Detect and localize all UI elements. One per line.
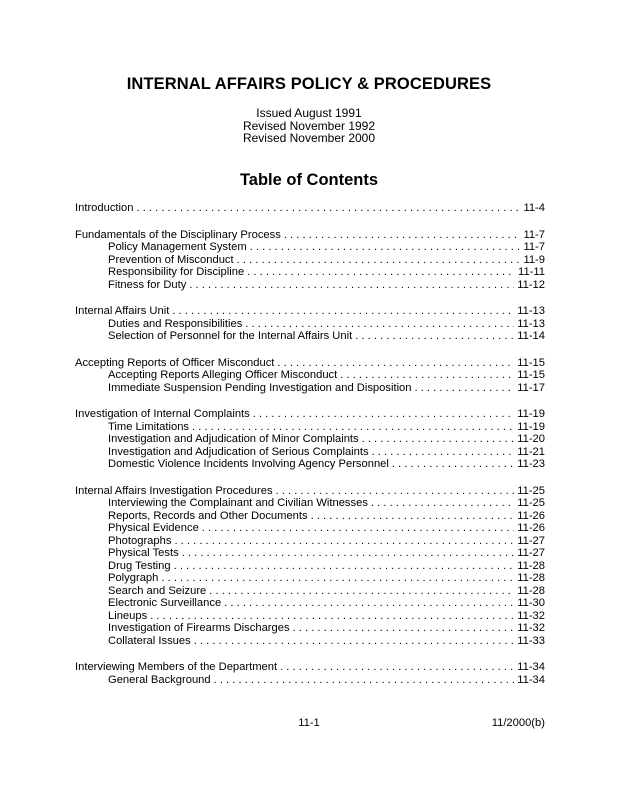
dot-leader [150,610,514,623]
toc-entry-page: 11-26 [517,509,545,522]
toc-subentry [75,635,545,648]
table-of-contents [75,202,545,700]
issue-dates [0,107,618,145]
toc-entry-label: Investigation and Adjudication of Serious Complaints [108,445,369,458]
toc-entry-page: 11-11 [518,266,545,278]
toc-entry-page: 11-30 [517,597,545,609]
toc-subentry [75,535,545,548]
toc-entry-label: Prevention of Misconduct [108,253,234,266]
dot-leader [253,408,514,421]
toc-entry-label: Internal Affairs Unit [75,305,170,317]
toc-subentry [75,241,545,254]
toc-entry-label: Fitness for Duty [108,278,187,291]
revised-date-2000: Revised November 2000 [242,131,376,146]
toc-section [75,202,545,215]
toc-subentry [75,458,545,471]
dot-leader [392,458,514,471]
toc-entry-label: Photographs [108,534,172,547]
toc-entry-page: 11-19 [517,420,545,433]
toc-entry-label: Investigation of Internal Complaints [75,408,250,420]
toc-heading: Table of Contents [239,171,379,189]
toc-entry-page: 11-23 [517,458,545,470]
toc-subentry [75,254,545,267]
toc-subentry [75,547,545,560]
toc-entry-label: Immediate Suspension Pending Investigation and Disposition [108,381,412,394]
toc-entry-page: 11-4 [523,202,545,214]
toc-section [75,661,545,686]
toc-entry-page: 11-26 [517,522,545,534]
dot-leader [161,572,514,585]
toc-section [75,408,545,471]
dot-leader [214,674,515,687]
dot-leader [209,585,514,598]
toc-entry [75,357,545,370]
toc-entry-page: 11-19 [517,408,545,420]
toc-entry [75,661,545,674]
toc-subentry [75,622,545,635]
toc-entry-label: Physical Tests [108,547,179,559]
toc-entry-page: 11-27 [517,547,545,559]
toc-entry-page: 11-34 [517,661,545,673]
dot-leader [284,229,521,242]
dot-leader [192,421,514,434]
toc-subentry [75,382,545,395]
toc-entry-page: 11-15 [517,356,545,369]
toc-entry-label: Internal Affairs Investigation Procedures [75,484,273,497]
toc-entry-label: Reports, Records and Other Documents [108,509,308,522]
dot-leader [247,266,515,279]
dot-leader [182,547,515,560]
dot-leader [194,635,515,648]
dot-leader [250,241,521,254]
toc-entry-label: Selection of Personnel for the Internal Affairs Unit [108,330,353,342]
dot-leader [224,597,514,610]
toc-entry-page: 11-34 [517,673,545,686]
toc-entry-label: General Background [108,673,211,686]
toc-subentry [75,560,545,573]
dot-leader [276,485,515,498]
toc-section [75,357,545,395]
dot-leader [415,382,515,395]
dot-leader [136,202,520,215]
toc-entry-page: 11-32 [517,622,545,634]
toc-entry-page: 11-33 [517,634,545,647]
toc-entry-page: 11-12 [517,278,545,291]
toc-subentry [75,433,545,446]
toc-entry-page: 11-9 [523,253,545,266]
toc-entry-label: Accepting Reports of Officer Misconduct [75,356,275,369]
toc-entry [75,305,545,318]
toc-entry-label: Physical Evidence [108,522,199,534]
toc-entry-page: 11-13 [517,317,545,330]
toc-entry-page: 11-17 [517,381,545,394]
toc-entry-page: 11-28 [517,572,545,584]
toc-entry-page: 11-25 [517,497,545,509]
dot-leader [280,661,514,674]
toc-entry-label: Fundamentals of the Disciplinary Process [75,228,281,241]
toc-entry-label: Time Limitations [108,420,190,433]
toc-entry-page: 11-15 [517,369,545,381]
toc-entry-page: 11-14 [517,330,545,342]
toc-entry-label: Interviewing Members of the Department [75,661,278,673]
dot-leader [277,357,514,370]
toc-entry-page: 11-27 [517,534,545,547]
dot-leader [311,510,515,523]
toc-subentry [75,279,545,292]
toc-subentry [75,597,545,610]
dot-leader [362,433,515,446]
toc-entry [75,202,545,215]
toc-entry [75,229,545,242]
toc-entry-label: Introduction [75,202,134,214]
dot-leader [202,522,514,535]
toc-entry [75,408,545,421]
toc-subentry [75,610,545,623]
dot-leader [340,369,514,382]
toc-entry-page: 11-7 [523,241,545,253]
toc-entry-label: Responsibility for Discipline [108,266,245,278]
toc-entry-label: Electronic Surveillance [108,597,222,609]
dot-leader [189,279,514,292]
document-title: INTERNAL AFFAIRS POLICY & PROCEDURES [126,75,492,93]
toc-subentry [75,369,545,382]
toc-subentry [75,522,545,535]
toc-entry-label: Collateral Issues [108,634,191,647]
toc-entry-page: 11-32 [517,609,545,622]
toc-section [75,229,545,292]
toc-entry-label: Search and Seizure [108,584,207,597]
dot-leader [293,622,515,635]
toc-subentry [75,674,545,687]
toc-entry-page: 11-28 [517,584,545,597]
dot-leader [245,318,514,331]
toc-subentry [75,421,545,434]
footer-revision: 11/2000(b) [491,717,545,729]
toc-subentry [75,266,545,279]
dot-leader [172,305,514,318]
toc-subentry [75,318,545,331]
toc-entry-label: Accepting Reports Alleging Officer Misconduct [108,369,338,381]
dot-leader [237,254,521,267]
toc-section [75,305,545,343]
toc-entry-label: Lineups [108,609,148,622]
toc-entry-page: 11-28 [517,559,545,572]
toc-entry-label: Domestic Violence Incidents Involving Agency Personnel [108,458,389,470]
toc-entry-label: Interviewing the Complainant and Civilian Witnesses [108,497,368,509]
toc-subentry [75,510,545,523]
toc-entry [75,485,545,498]
toc-entry-label: Drug Testing [108,559,171,572]
toc-entry-label: Duties and Responsibilities [108,317,243,330]
dot-leader [355,330,514,343]
footer-page-number: 11-1 [298,717,320,729]
issued-date: Issued August 1991 [256,106,362,120]
toc-subentry [75,572,545,585]
toc-entry-page: 11-21 [517,445,545,458]
toc-section [75,485,545,648]
dot-leader [372,446,515,459]
dot-leader [174,535,514,548]
dot-leader [174,560,515,573]
toc-entry-label: Polygraph [108,572,159,584]
toc-subentry [75,585,545,598]
toc-subentry [75,330,545,343]
toc-entry-page: 11-7 [523,228,545,241]
toc-entry-page: 11-20 [517,433,545,445]
toc-entry-label: Investigation and Adjudication of Minor Complaints [108,433,359,445]
toc-subentry [75,446,545,459]
toc-entry-label: Policy Management System [108,241,247,253]
toc-subentry [75,497,545,510]
revised-date-1992: Revised November 1992 [242,118,376,133]
toc-entry-page: 11-13 [517,305,545,317]
dot-leader [371,497,514,510]
toc-entry-page: 11-25 [517,484,545,497]
toc-entry-label: Investigation of Firearms Discharges [108,622,290,634]
